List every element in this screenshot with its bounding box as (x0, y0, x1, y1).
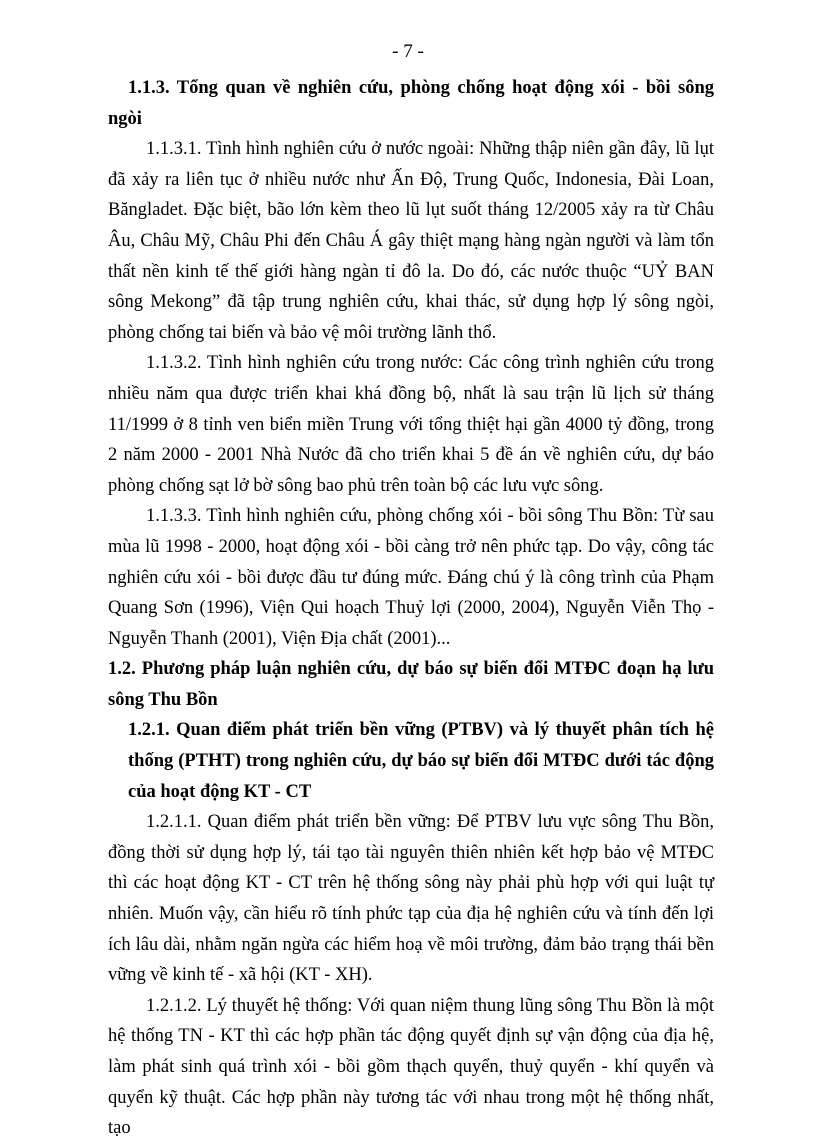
heading-1-1-3: 1.1.3. Tổng quan về nghiên cứu, phòng chống hoạt động xói - bồi sông ngòi (108, 78, 714, 129)
paragraph-1-1-3-1: 1.1.3.1. Tình hình nghiên cứu ở nước ngoài: Những thập niên gần đây, lũ lụt đã xảy ra liên tục ở nhiều nước như Ấn Độ, Trung Quốc, Indonesia, Đài Loan, Băngladet. Đặc biệt, bão lớn kèm theo lũ lụt suốt tháng 12/2005 xảy ra từ Châu Âu, Châu Mỹ, Châu Phi đến Châu Á gây thiệt mạng hàng ngàn người và làm tổn thất nền kinh tế thế giới hàng ngàn tỉ đô la. Do đó, các nước thuộc “UỶ BAN sông Mekong” đã tập trung nghiên cứu, khai thác, sử dụng hợp lý sông ngòi, phòng chống tai biến và bảo vệ môi trường lãnh thổ. (108, 139, 714, 343)
paragraph-1-1-3-3: 1.1.3.3. Tình hình nghiên cứu, phòng chống xói - bồi sông Thu Bồn: Từ sau mùa lũ 1998 - 2000, hoạt động xói - bồi càng trở nên phức tạp. Do vậy, công tác nghiên cứu xói - bồi được đầu tư đúng mức. Đáng chú ý là công trình của Phạm Quang Sơn (1996), Viện Qui hoạch Thuỷ lợi (2000, 2004), Nguyễn Viễn Thọ - Nguyễn Thanh (2001), Viện Địa chất (2001)... (108, 506, 714, 649)
heading-1-2: 1.2. Phương pháp luận nghiên cứu, dự báo sự biến đổi MTĐC đoạn hạ lưu sông Thu Bồn (108, 659, 714, 710)
paragraph-1-1-3-2: 1.1.3.2. Tình hình nghiên cứu trong nước: Các công trình nghiên cứu trong nhiều năm qua được triển khai khá đồng bộ, nhất là sau trận lũ lịch sử tháng 11/1999 ở 8 tỉnh ven biển miền Trung với tổng thiệt hại gần 4000 tỷ đồng, trong 2 năm 2000 - 2001 Nhà Nước đã cho triển khai 5 đề án về nghiên cứu, dự báo phòng chống sạt lở bờ sông bao phủ trên toàn bộ các lưu vực sông. (108, 353, 714, 496)
heading-1-2-1: 1.2.1. Quan điểm phát triển bền vững (PTBV) và lý thuyết phân tích hệ thống (PTHT) trong nghiên cứu, dự báo sự biến đổi MTĐC dưới tác động của hoạt động KT - CT (128, 720, 714, 802)
paragraph-1-2-1-1: 1.2.1.1. Quan điểm phát triển bền vững: Để PTBV lưu vực sông Thu Bồn, đồng thời sử dụng hợp lý, tái tạo tài nguyên thiên nhiên kết hợp bảo vệ MTĐC thì các hoạt động KT - CT trên hệ thống sông này phải phù hợp với qui luật tự nhiên. Muốn vậy, cần hiểu rõ tính phức tạp của địa hệ nghiên cứu và tính đến lợi ích lâu dài, nhằm ngăn ngừa các hiểm hoạ về môi trường, đảm bảo trạng thái bền vững về kinh tế - xã hội (KT - XH). (108, 812, 714, 986)
page-number: - 7 - (392, 41, 424, 62)
paragraph-1-2-1-2: 1.2.1.2. Lý thuyết hệ thống: Với quan niệm thung lũng sông Thu Bồn là một hệ thống TN - KT thì các hợp phần tác động quyết định sự vận động của địa hệ, làm phát sinh quá trình xói - bồi gồm thạch quyển, thuỷ quyển - khí quyển và quyển kỹ thuật. Các hợp phần này tương tác với nhau trong một hệ thống nhất, tạo (108, 995, 714, 1139)
page-content (108, 73, 714, 1144)
